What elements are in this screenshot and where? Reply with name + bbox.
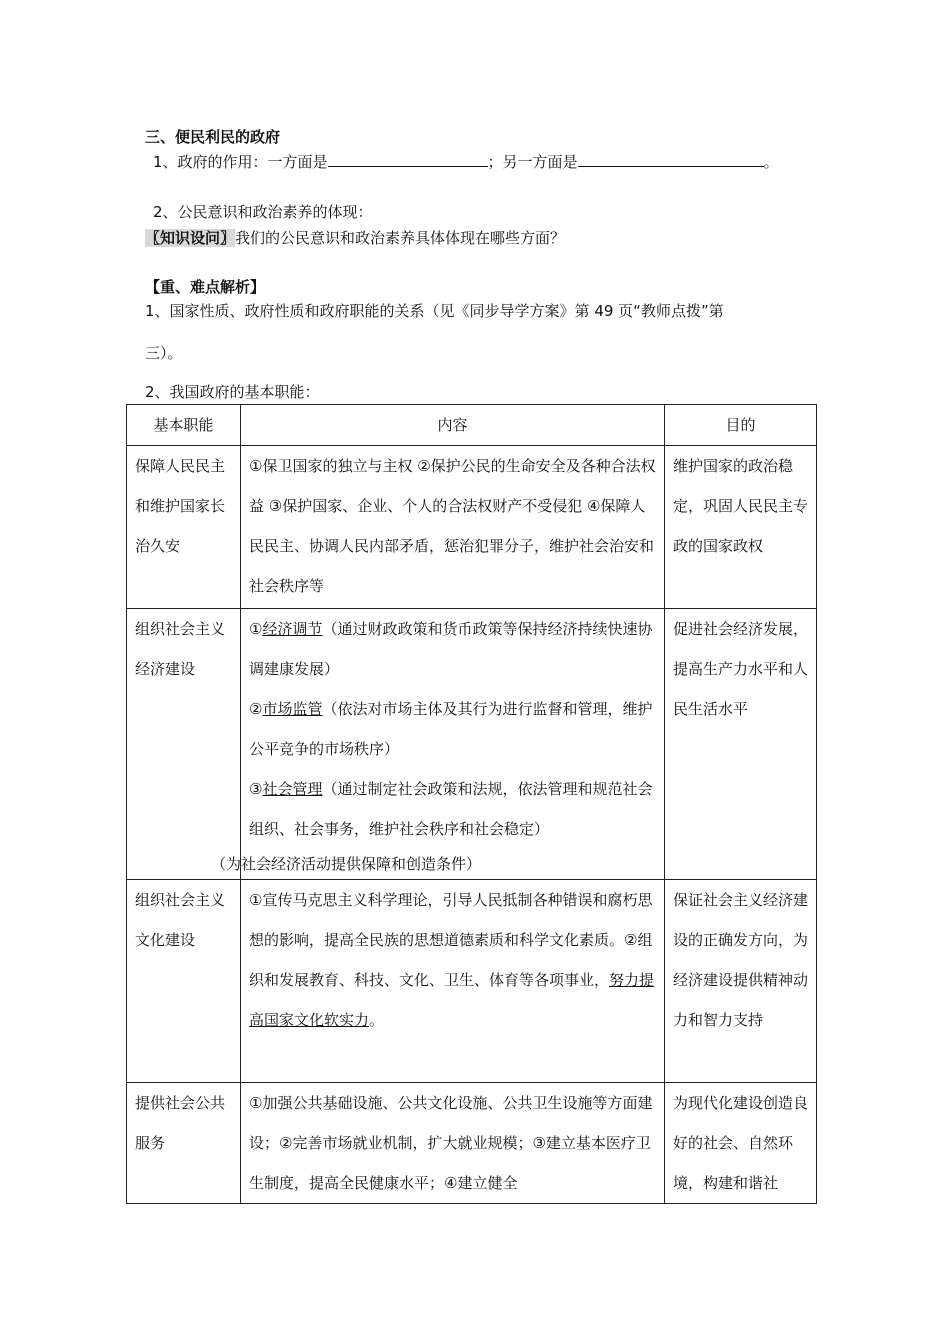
item-1-prefix: 1、政府的作用：一方面是 bbox=[153, 153, 328, 171]
row-function: 提供社会公共服务 bbox=[127, 1083, 241, 1204]
content-item-2 bbox=[249, 689, 656, 769]
item-text: （通过财政政策和货币政策等保持经济持续快速协调建康发展） bbox=[249, 620, 653, 678]
header-content: 内容 bbox=[241, 405, 665, 446]
row-content: ①加强公共基础设施、公共文化设施、公共卫生设施等方面建设；②完善市场就业机制，扩大就业规模；③建立基本医疗卫生制度，提高全民健康水平；④建立健全 bbox=[241, 1083, 665, 1204]
key-term: 经济调节 bbox=[262, 620, 323, 638]
analysis-point-2: 2、我国政府的基本职能： bbox=[145, 383, 320, 401]
row-purpose: 维护国家的政治稳定，巩固人民民主专政的国家政权 bbox=[665, 446, 817, 609]
item-1-end: 。 bbox=[763, 153, 779, 171]
key-term: 社会管理 bbox=[262, 780, 323, 798]
row-function: 组织社会主义文化建设 bbox=[127, 880, 241, 1083]
analysis-heading: 【重、难点解析】 bbox=[145, 278, 266, 296]
item-number: ② bbox=[249, 700, 263, 718]
key-term: 努力提高国家文化软实力 bbox=[249, 971, 655, 1029]
item-number: ③ bbox=[249, 780, 263, 798]
content-end: 。 bbox=[369, 1011, 385, 1029]
blank-field-2[interactable] bbox=[578, 152, 764, 167]
header-function: 基本职能 bbox=[127, 405, 241, 446]
analysis-point-1-line-2: 三）。 bbox=[145, 344, 183, 362]
item-text: （通过制定社会政策和法规，依法管理和规范社会组织、社会事务，维护社会秩序和社会稳定） bbox=[249, 780, 653, 838]
item-2: 2、公民意识和政治素养的体现： bbox=[153, 203, 373, 221]
item-1-mid: ；另一方面是 bbox=[487, 153, 578, 171]
row-purpose: 保证社会主义经济建设的正确发方向，为经济建设提供精神动力和智力支持 bbox=[665, 880, 817, 1083]
key-term: 市场监管 bbox=[262, 700, 323, 718]
table-row bbox=[127, 880, 817, 1083]
row-function: 组织社会主义经济建设 bbox=[127, 609, 241, 880]
header-purpose: 目的 bbox=[665, 405, 817, 446]
table-row bbox=[127, 609, 817, 880]
row-purpose: 为现代化建设创造良好的社会、自然环境，构建和谐社 bbox=[665, 1083, 817, 1204]
row-purpose: 促进社会经济发展，提高生产力水平和人民生活水平 bbox=[665, 609, 817, 880]
row-content bbox=[241, 880, 665, 1083]
item-1 bbox=[153, 151, 779, 172]
functions-table bbox=[126, 404, 817, 1204]
item-text: （依法对市场主体及其行为进行监督和管理，维护公平竞争的市场秩序） bbox=[249, 700, 653, 758]
table-row bbox=[127, 1083, 817, 1204]
content-item-3 bbox=[249, 769, 656, 849]
knowledge-tag: 〖知识设问〗 bbox=[145, 229, 236, 247]
knowledge-question bbox=[145, 227, 565, 248]
content-text: ①宣传马克思主义科学理论，引导人民抵制各种错误和腐朽思想的影响，提高全民族的思想道德素质和科学文化素质。②组织和发展教育、科技、文化、卫生、体育等各项事业， bbox=[249, 891, 653, 989]
table-header-row bbox=[127, 405, 817, 446]
row-function: 保障人民民主和维护国家长治久安 bbox=[127, 446, 241, 609]
table-row bbox=[127, 446, 817, 609]
blank-field-1[interactable] bbox=[328, 152, 488, 167]
knowledge-question-text: 我们的公民意识和政治素养具体体现在哪些方面？ bbox=[235, 229, 566, 247]
row-content: ①保卫国家的独立与主权 ②保护公民的生命安全及各种合法权益 ③保护国家、企业、个人的合法权财产不受侵犯 ④保障人民民主、协调人民内部矛盾，惩治犯罪分子，维护社会治安和社会秩序等 bbox=[241, 446, 665, 609]
item-number: ① bbox=[249, 620, 263, 638]
section-heading: 三、便民利民的政府 bbox=[145, 128, 281, 146]
row-content bbox=[211, 609, 665, 880]
content-note: （为社会经济活动提供保障和创造条件） bbox=[211, 855, 482, 873]
content-item-1 bbox=[249, 609, 656, 689]
analysis-point-1-line-1: 1、国家性质、政府性质和政府职能的关系（见《同步导学方案》第 49 页“教师点拨”第 bbox=[145, 302, 724, 320]
